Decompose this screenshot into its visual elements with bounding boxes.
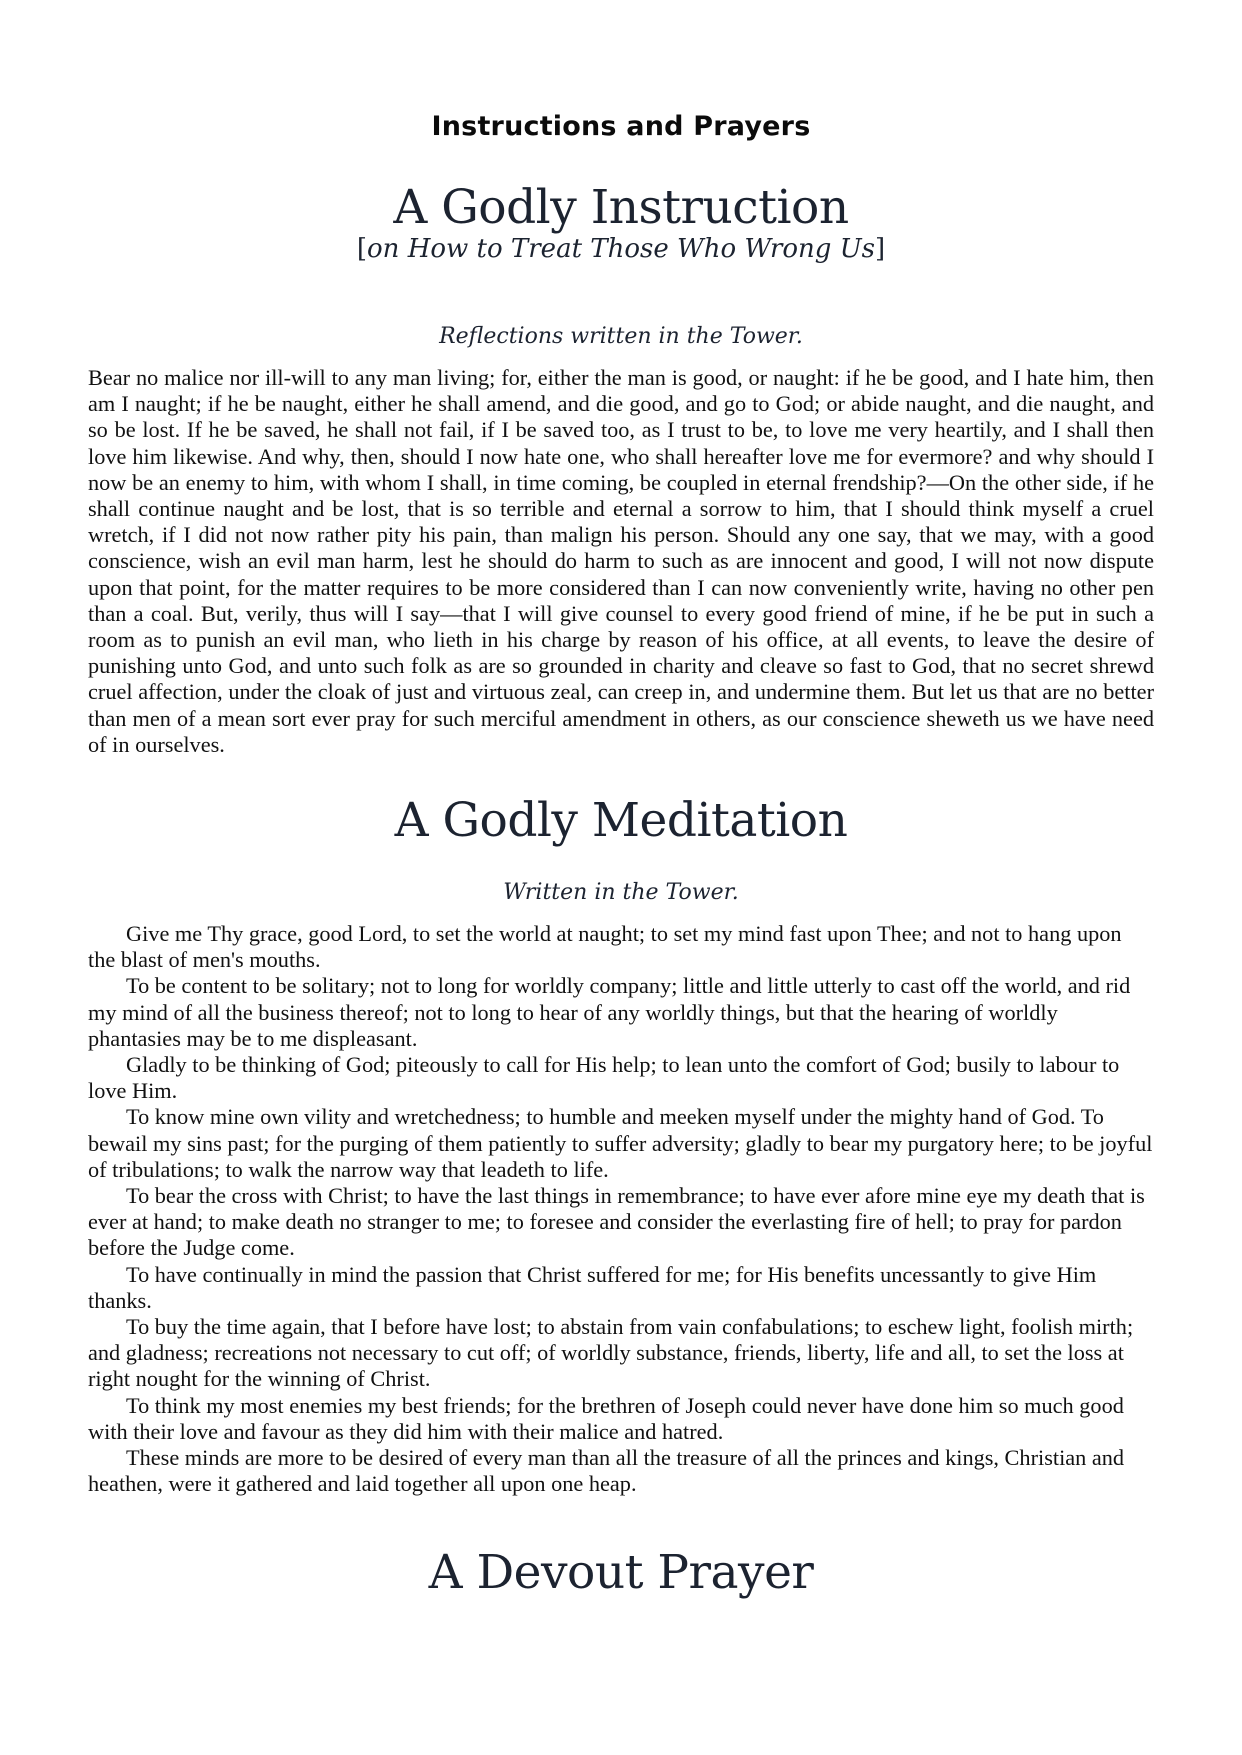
subtitle-bracket-open: [ [356, 234, 368, 264]
running-head: Instructions and Prayers [431, 111, 811, 142]
paragraph: Bear no malice nor ill-will to any man living; for, either the man is good, or naught: if he be good, and I hate him, then am I naught; if he be naught, either he shall amend, and die good, and go to God; or abide naught, and die naught, and so be lost. If he be saved, he shall not fail, if I be saved too, as I trust to be, to love me very heartily, and I shall then love him likewise. And why, then, should I now hate one, who shall hereafter love me for evermore? and why should I now be an enemy to him, with whom I shall, in time coming, be coupled in eternal frendship?—On the other side, if he shall continue naught and be lost, that is so terrible and eternal a sorrow to him, that I should think myself a cruel wretch, if I did not now rather pity his pain, than malign his person. Should any one say, that we may, with a good conscience, wish an evil man harm, lest he should do harm to such as are innocent and good, I will not now dispute upon that point, for the matter requires to be more considered than I can now conveniently write, having no other pen than a coal. But, verily, thus will I say—that I will give counsel to every good friend of mine, if he be put in such a room as to punish an evil man, who lieth in his charge by reason of his office, at all events, to leave the desire of punishing unto God, and unto such folk as are so grounded in charity and cleave so fast to God, that no secret shrewd cruel affection, under the cloak of just and virtuous zeal, can creep in, and undermine them. But let us that are no better than men of a mean sort ever pray for such merciful amendment in others, as our conscience sheweth us we have need of in ourselves. [88, 365, 1154, 757]
section-title-godly-instruction: A Godly Instruction [393, 180, 849, 235]
subtitle-text: on How to Treat Those Who Wrong Us [367, 234, 875, 264]
paragraph: To be content to be solitary; not to long for worldly company; little and little utterly to cast off the world, and rid my mind of all the business thereof; not to long to hear of any worldly things, but that the hearing of worldly phantasies may be to me displeasant. [88, 973, 1131, 1051]
section-title-devout-prayer: A Devout Prayer [428, 1545, 814, 1600]
subtitle-bracket-close: ] [874, 234, 886, 264]
section-note-reflections: Reflections written in the Tower. [439, 324, 803, 349]
instruction-body [88, 365, 1154, 758]
paragraph: To know mine own vility and wretchedness; to humble and meeken myself under the mighty hand of God. To bewail my sins past; for the purging of them patiently to suffer adversity; gladly to bear my purgatory here; to be joyful of tribulations; to walk the narrow way that leadeth to life. [88, 1104, 1153, 1182]
meditation-body [88, 921, 1154, 1497]
paragraph: Give me Thy grace, good Lord, to set the world at naught; to set my mind fast upon Thee; and not to hang upon the blast of men's mouths. [88, 921, 1122, 973]
paragraph: To think my most enemies my best friends; for the brethren of Joseph could never have done him so much good with their love and favour as they did him with their malice and hatred. [88, 1392, 1124, 1444]
section-note-written-in-tower: Written in the Tower. [503, 880, 739, 905]
paragraph: These minds are more to be desired of every man than all the treasure of all the princes and kings, Christian and heathen, were it gathered and laid together all upon one heap. [88, 1445, 1125, 1497]
paragraph: Gladly to be thinking of God; piteously to call for His help; to lean unto the comfort of God; busily to labour to love Him. [88, 1052, 1120, 1104]
section-title-godly-meditation: A Godly Meditation [394, 793, 848, 848]
paragraph: To buy the time again, that I before have lost; to abstain from vain confabulations; to eschew light, foolish mirth; and gladness; recreations not necessary to cut off; of worldly substance, friends, liberty, life and all, to set the loss at right nought for the winning of Christ. [88, 1314, 1134, 1392]
section-subtitle [88, 234, 1154, 264]
paragraph: To have continually in mind the passion that Christ suffered for me; for His benefits uncessantly to give Him thanks. [88, 1261, 1097, 1313]
paragraph: To bear the cross with Christ; to have the last things in remembrance; to have ever afore mine eye my death that is ever at hand; to make death no stranger to me; to foresee and consider the everlasting fire of hell; to pray for pardon before the Judge come. [88, 1183, 1145, 1261]
